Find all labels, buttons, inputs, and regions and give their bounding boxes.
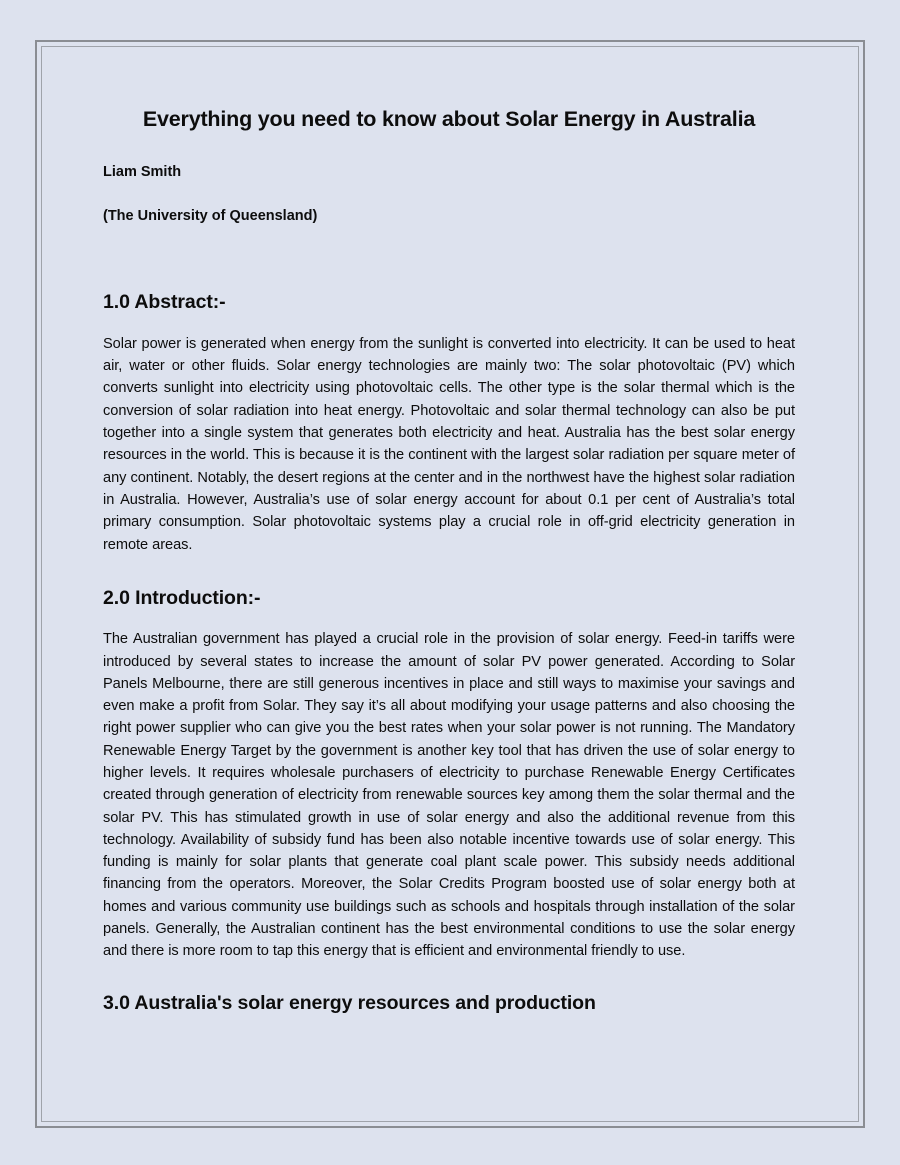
section-body-introduction: The Australian government has played a crucial role in the provision of solar energy. Feed-in tariffs were introduced by several states to increase the amount of solar PV power generated. According to Solar Panels Melbourne, there are still generous incentives in place and still ways to maximise your savings and even make a profit from Solar. They say it’s all about modifying your usage patterns and also choosing the right power supplier who can give you the best rates when your solar power is not running. The Mandatory Renewable Energy Target by the government is another key tool that has driven the use of solar energy to higher levels. It requires wholesale purchasers of electricity to purchase Renewable Energy Certificates created through generation of electricity from renewable sources key among them the solar thermal and the solar PV. This has stimulated growth in use of solar energy and also the additional revenue from this technology. Availability of subsidy fund has been also notable incentive towards use of solar energy. This funding is mainly for solar plants that generate coal plant scale power. This subsidy needs additional financing from the operators. Moreover, the Solar Credits Program boosted use of solar energy both at homes and various community use buildings such as schools and hospitals through installation of the solar panels. Generally, the Australian continent has the best environmental conditions to use the solar energy and there is more room to tap this energy that is efficient and environmental friendly to use. (103, 631, 795, 960)
section-heading-resources-production: 3.0 Australia's solar energy resources and production (103, 991, 596, 1014)
section-heading-abstract: 1.0 Abstract:- (103, 291, 226, 314)
author-affiliation: (The University of Queensland) (103, 207, 318, 224)
document-page (103, 40, 795, 1015)
section-heading-introduction: 2.0 Introduction:- (103, 586, 261, 609)
page-title: Everything you need to know about Solar Energy in Australia (142, 107, 756, 131)
author-name: Liam Smith (103, 163, 182, 180)
section-body-abstract: Solar power is generated when energy from the sunlight is converted into electricity. It can be used to heat air, water or other fluids. Solar energy technologies are mainly two: The solar photovoltaic (PV) which converts sunlight into electricity using photovoltaic cells. The other type is the solar thermal which is the conversion of solar radiation into heat energy. Photovoltaic and solar thermal technology can also be put together into a single system that generates both electricity and heat. Australia has the best solar energy resources in the world. This is because it is the continent with the largest solar radiation per square meter of any continent. Notably, the desert regions at the center and in the northwest have the highest solar radiation in Australia. However, Australia’s use of solar energy account for about 0.1 per cent of Australia’s total primary consumption. Solar photovoltaic systems play a crucial role in off-grid electricity generation in remote areas. (103, 335, 795, 553)
